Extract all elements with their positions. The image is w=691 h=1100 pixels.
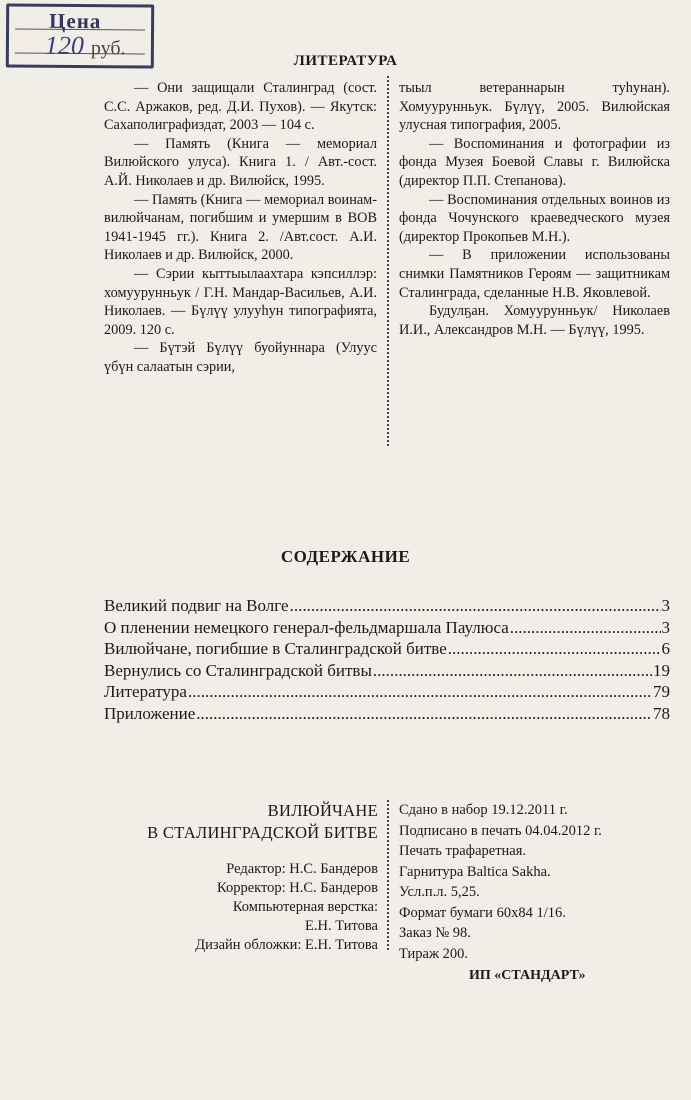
toc-leader (373, 660, 652, 682)
layout-credit-label: Компьютерная верстка: (232, 899, 378, 915)
literature-entry: — В приложении использованы снимки Памятников Героям — защитникам Сталинграда, сделанные Н.В. Яковлевой. (399, 247, 670, 301)
toc-title: О пленении немецкого генерал-фельдмаршала Паулюса (104, 617, 509, 637)
publisher-name: ИП «СТАНДАРТ» (469, 968, 586, 983)
toc-title: Приложение (104, 703, 196, 723)
book-title-line2: В СТАЛИНГРАДСКОЙ БИТВЕ (147, 823, 378, 842)
toc-page: 19 (653, 660, 670, 680)
toc-leader (448, 638, 661, 660)
imprint-line: Тираж 200. (399, 945, 468, 962)
toc-row (104, 660, 670, 682)
column-divider (387, 76, 389, 446)
toc-row (104, 638, 670, 660)
book-title-line1: ВИЛЮЙЧАНЕ (267, 801, 378, 820)
toc-title: Вилюйчане, погибшие в Сталинградской битве (104, 639, 447, 658)
literature-entry: — Воспоминания и фотографии из фонда Музея Боевой Славы г. Вилюйска (директор П.П. Степанова). (399, 135, 670, 189)
toc-leader (290, 595, 661, 617)
literature-entry: — Память (Книга — мемориал воинам-вилюйчанам, погибшим и умершим в ВОВ 1941-1945 гг.). Книга 2. /Авт.сост. А.И. Николаев и др. Вилюйск, 2000. (104, 191, 377, 264)
imprint-line: Усл.п.л. 5,25. (399, 884, 480, 900)
literature-entry: — Память (Книга — мемориал Вилюйского улуса). Книга 1. / Авт.-сост. А.Й. Николаев и др. Вилюйск, 1995. (104, 135, 377, 189)
literature-right-column (399, 79, 670, 339)
toc-row (104, 681, 670, 703)
imprint-line: Сдано в набор 19.12.2011 г. (399, 802, 568, 818)
literature-entry: — Воспоминания отдельных воинов из фонда Чочунского краеведческого музея (директор Прокопьев М.Н.). (399, 191, 670, 245)
imprint-line: Гарнитура Baltica Sakha. (399, 863, 551, 880)
literature-entry: Будулҕан. Хомуурунньук/ Николаев И.И., Александров М.Н. — Бүлүү, 1995. (399, 303, 670, 338)
toc-page: 6 (661, 639, 670, 658)
imprint-details (399, 800, 669, 987)
imprint-line: Печать трафаретная. (399, 843, 527, 859)
table-of-contents (104, 595, 670, 724)
layout-credit-name: Е.Н. Титова (305, 918, 378, 934)
toc-row (104, 703, 670, 725)
stamp-label: Цена (49, 8, 102, 34)
toc-title: Великий подвиг на Волге (104, 596, 289, 615)
toc-page: 3 (661, 596, 670, 615)
toc-row (104, 617, 670, 639)
literature-entry: — Сэрии кыттыылаахтара кэпсиллэр: хомуурунньук / Г.Н. Мандар-Васильев, А.И. Николаев. — Бүлүү улууһун типографията, 2009. 120 с. (104, 265, 377, 338)
toc-page: 3 (661, 617, 670, 637)
imprint-line: Заказ № 98. (399, 925, 471, 941)
toc-leader (510, 617, 661, 639)
toc-page: 79 (653, 682, 670, 701)
imprint-credits (90, 800, 378, 955)
toc-title: Вернулись со Сталинградской битвы (104, 660, 372, 680)
stamp-amount: 120 (44, 30, 85, 61)
literature-entry: — Они защищали Сталинград (сост. С.С. Аржаков, ред. Д.И. Пухов). — Якутск: Сахаполиграфиздат, 2003 — 104 с. (104, 80, 377, 134)
toc-page: 78 (653, 703, 670, 723)
toc-title: Литература (104, 682, 187, 701)
imprint-line: Подписано в печать 04.04.2012 г. (399, 822, 602, 839)
toc-row (104, 595, 670, 617)
stamp-unit: руб. (90, 37, 126, 60)
literature-heading: ЛИТЕРАТУРА (293, 53, 398, 69)
literature-entry: — Бүтэй Бүлүү буойуннара (Улуус үбүн салаатын сэрии, (104, 340, 377, 375)
literature-entry: тыыл ветераннарын туһунан). Хомуурунньук. Бүлүү, 2005. Вилюйская улусная типография, 2005. (399, 80, 670, 134)
toc-leader (188, 681, 652, 703)
contents-heading: СОДЕРЖАНИЕ (280, 547, 411, 566)
proofreader-credit: Корректор: Н.С. Бандеров (217, 880, 378, 896)
cover-credit: Дизайн обложки: Е.Н. Титова (195, 937, 378, 953)
literature-left-column (104, 79, 377, 377)
toc-leader (196, 703, 652, 725)
imprint-divider (387, 800, 389, 950)
editor-credit: Редактор: Н.С. Бандеров (226, 861, 378, 877)
imprint-line: Формат бумаги 60х84 1/16. (399, 904, 566, 921)
